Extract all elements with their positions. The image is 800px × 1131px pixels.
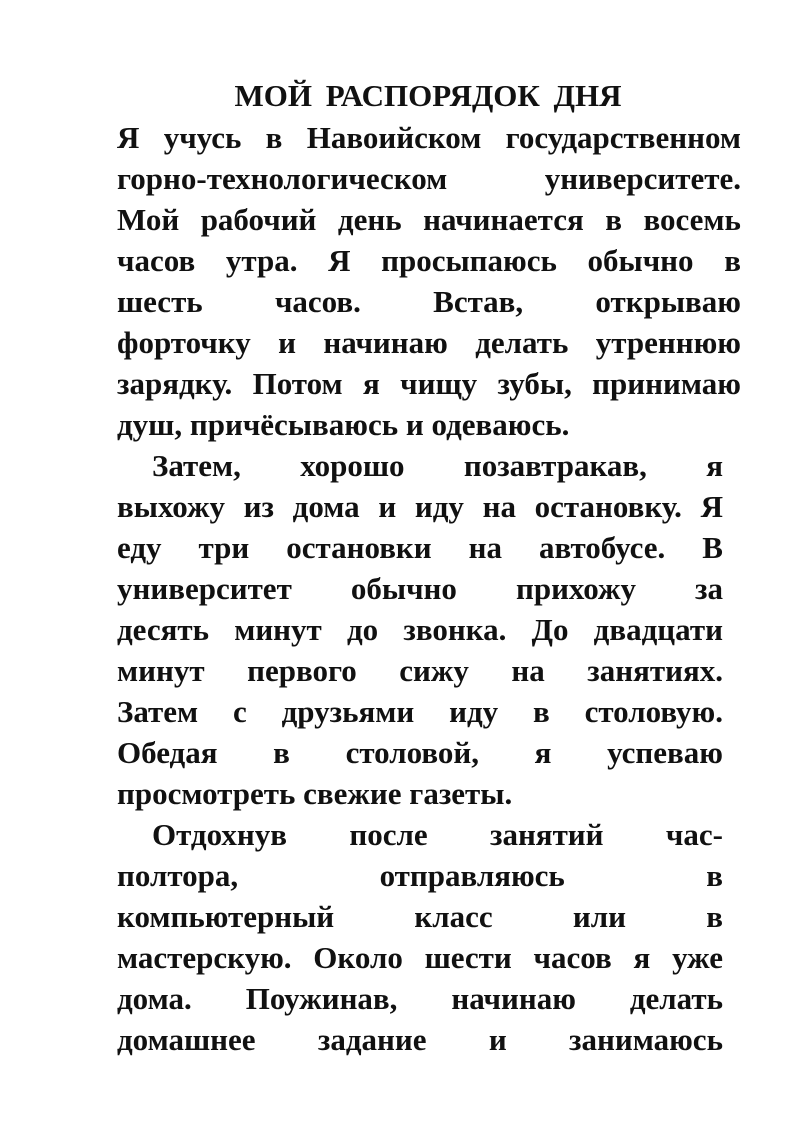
text-line: душ, причёсываюсь и одеваюсь. [117, 407, 570, 442]
text-line: мастерскую. Около шести часов я уже [117, 940, 723, 975]
text-line: часов утра. Я просыпаюсь обычно в [117, 243, 741, 278]
text-line: домашнее задание и занимаюсь [117, 1022, 723, 1057]
document-title: МОЙ РАСПОРЯДОК ДНЯ [234, 78, 622, 113]
text-line: дома. Поужинав, начинаю делать [117, 981, 723, 1016]
text-line: Я учусь в Навоийском государственном [117, 120, 741, 155]
text-line: университет обычно прихожу за [117, 571, 723, 606]
text-line: выхожу из дома и иду на остановку. Я [117, 489, 723, 524]
text-line: шесть часов. Встав, открываю [117, 284, 741, 319]
text-line: Затем с друзьями иду в столовую. [117, 694, 723, 729]
text-line: просмотреть свежие газеты. [117, 776, 513, 811]
text-line: Обедая в столовой, я успеваю [117, 735, 723, 770]
text-line: компьютерный класс или в [117, 899, 723, 934]
text-line: форточку и начинаю делать утреннюю [117, 325, 741, 360]
text-line: зарядку. Потом я чищу зубы, принимаю [117, 366, 741, 401]
text-line: горно-технологическом университете. [117, 161, 741, 196]
text-line: еду три остановки на автобусе. В [117, 530, 723, 565]
text-line: Затем, хорошо позавтракав, я [152, 448, 723, 483]
text-line: Отдохнув после занятий час- [152, 817, 723, 852]
text-line: минут первого сижу на занятиях. [117, 653, 723, 688]
text-line: десять минут до звонка. До двадцати [117, 612, 723, 647]
text-line: Мой рабочий день начинается в восемь [117, 202, 741, 237]
text-line: полтора, отправляюсь в [117, 858, 723, 893]
